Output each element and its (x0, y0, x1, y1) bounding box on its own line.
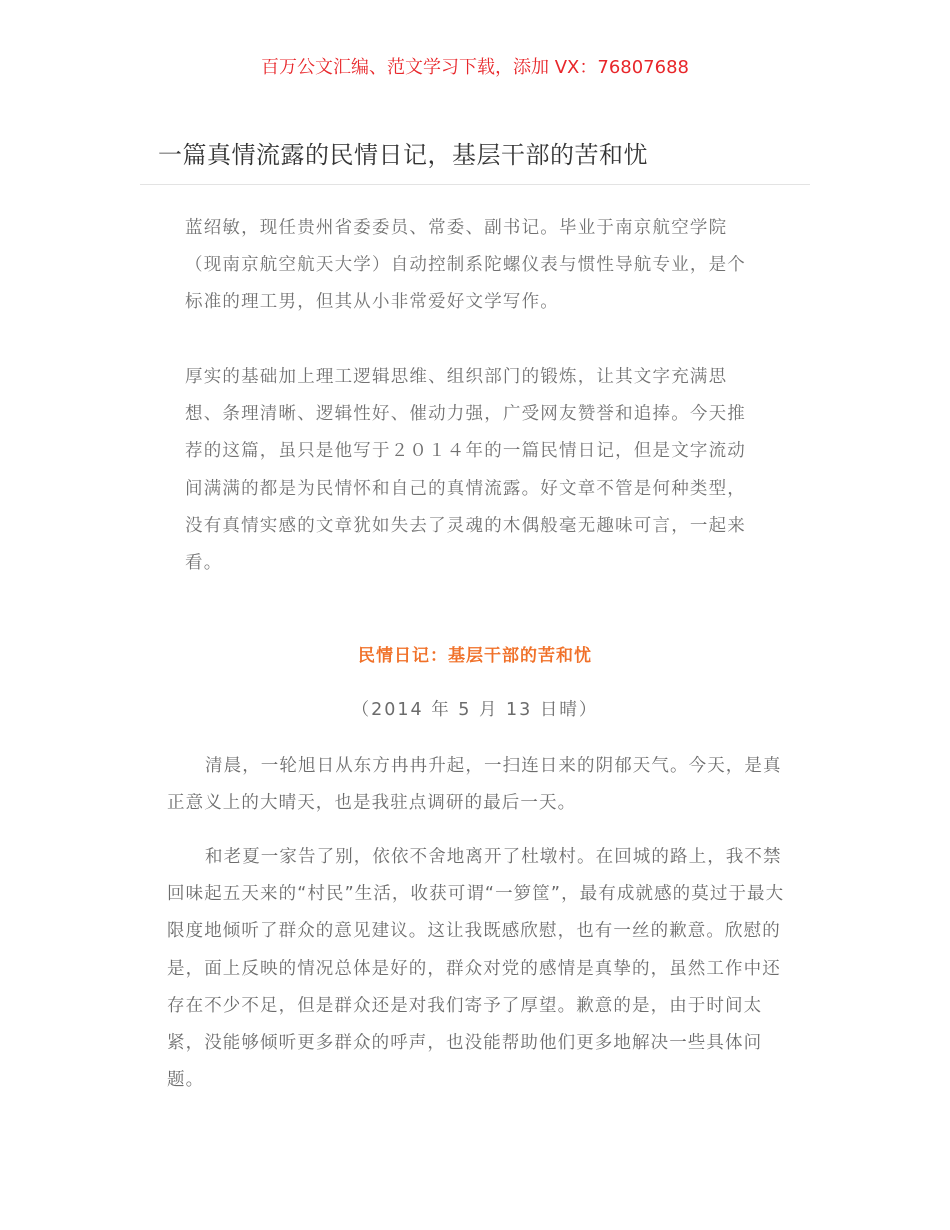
page-title: 一篇真情流露的民情日记，基层干部的苦和忧 (158, 141, 648, 169)
promo-banner: 百万公文汇编、范文学习下载，添加 VX：76807688 (261, 57, 689, 78)
intro-text: 蓝绍敏，现任贵州省委委员、常委、副书记。毕业于南京航空学院（现南京航空航天大学）自动控制系陀螺仪表与惯性导航专业，是个标准的理工男，但其从小非常爱好文学写作。 (185, 218, 746, 313)
title-divider (140, 184, 810, 185)
article-paragraph (167, 748, 787, 822)
intro-paragraph (185, 210, 760, 322)
intro-paragraph (185, 359, 760, 582)
article-subtitle: 民情日记：基层干部的苦和忧 (358, 646, 592, 666)
article-text: 和老夏一家告了别，依依不舍地离开了杜墩村。在回城的路上，我不禁回味起五天来的“村民”生活，收获可谓“一箩筐”，最有成就感的莫过于最大限度地倾听了群众的意见建议。这让我既感欣慰，也有一丝的歉意。欣慰的是，面上反映的情况总体是好的，群众对党的感情是真挚的，虽然工作中还存在不少不足，但是群众还是对我们寄予了厚望。歉意的是，由于时间太紧，没能够倾听更多群众的呼声，也没能帮助他们更多地解决一些具体问题。 (167, 847, 785, 1091)
intro-text: 厚实的基础加上理工逻辑思维、组织部门的锻炼，让其文字充满思想、条理清晰、逻辑性好、催动力强，广受网友赞誉和追捧。今天推荐的这篇，虽只是他写于２０１４年的一篇民情日记，但是文字流动间满满的都是为民情怀和自己的真情流露。好文章不管是何种类型，没有真情实感的文章犹如失去了灵魂的木偶般毫无趣味可言，一起来看。 (185, 367, 746, 574)
article-paragraph (167, 839, 787, 1099)
article-text: 清晨，一轮旭日从东方冉冉升起，一扫连日来的阴郁天气。今天，是真正意义上的大晴天，也是我驻点调研的最后一天。 (167, 756, 782, 814)
article-date: （2014 年 5 月 13 日晴） (351, 700, 599, 720)
